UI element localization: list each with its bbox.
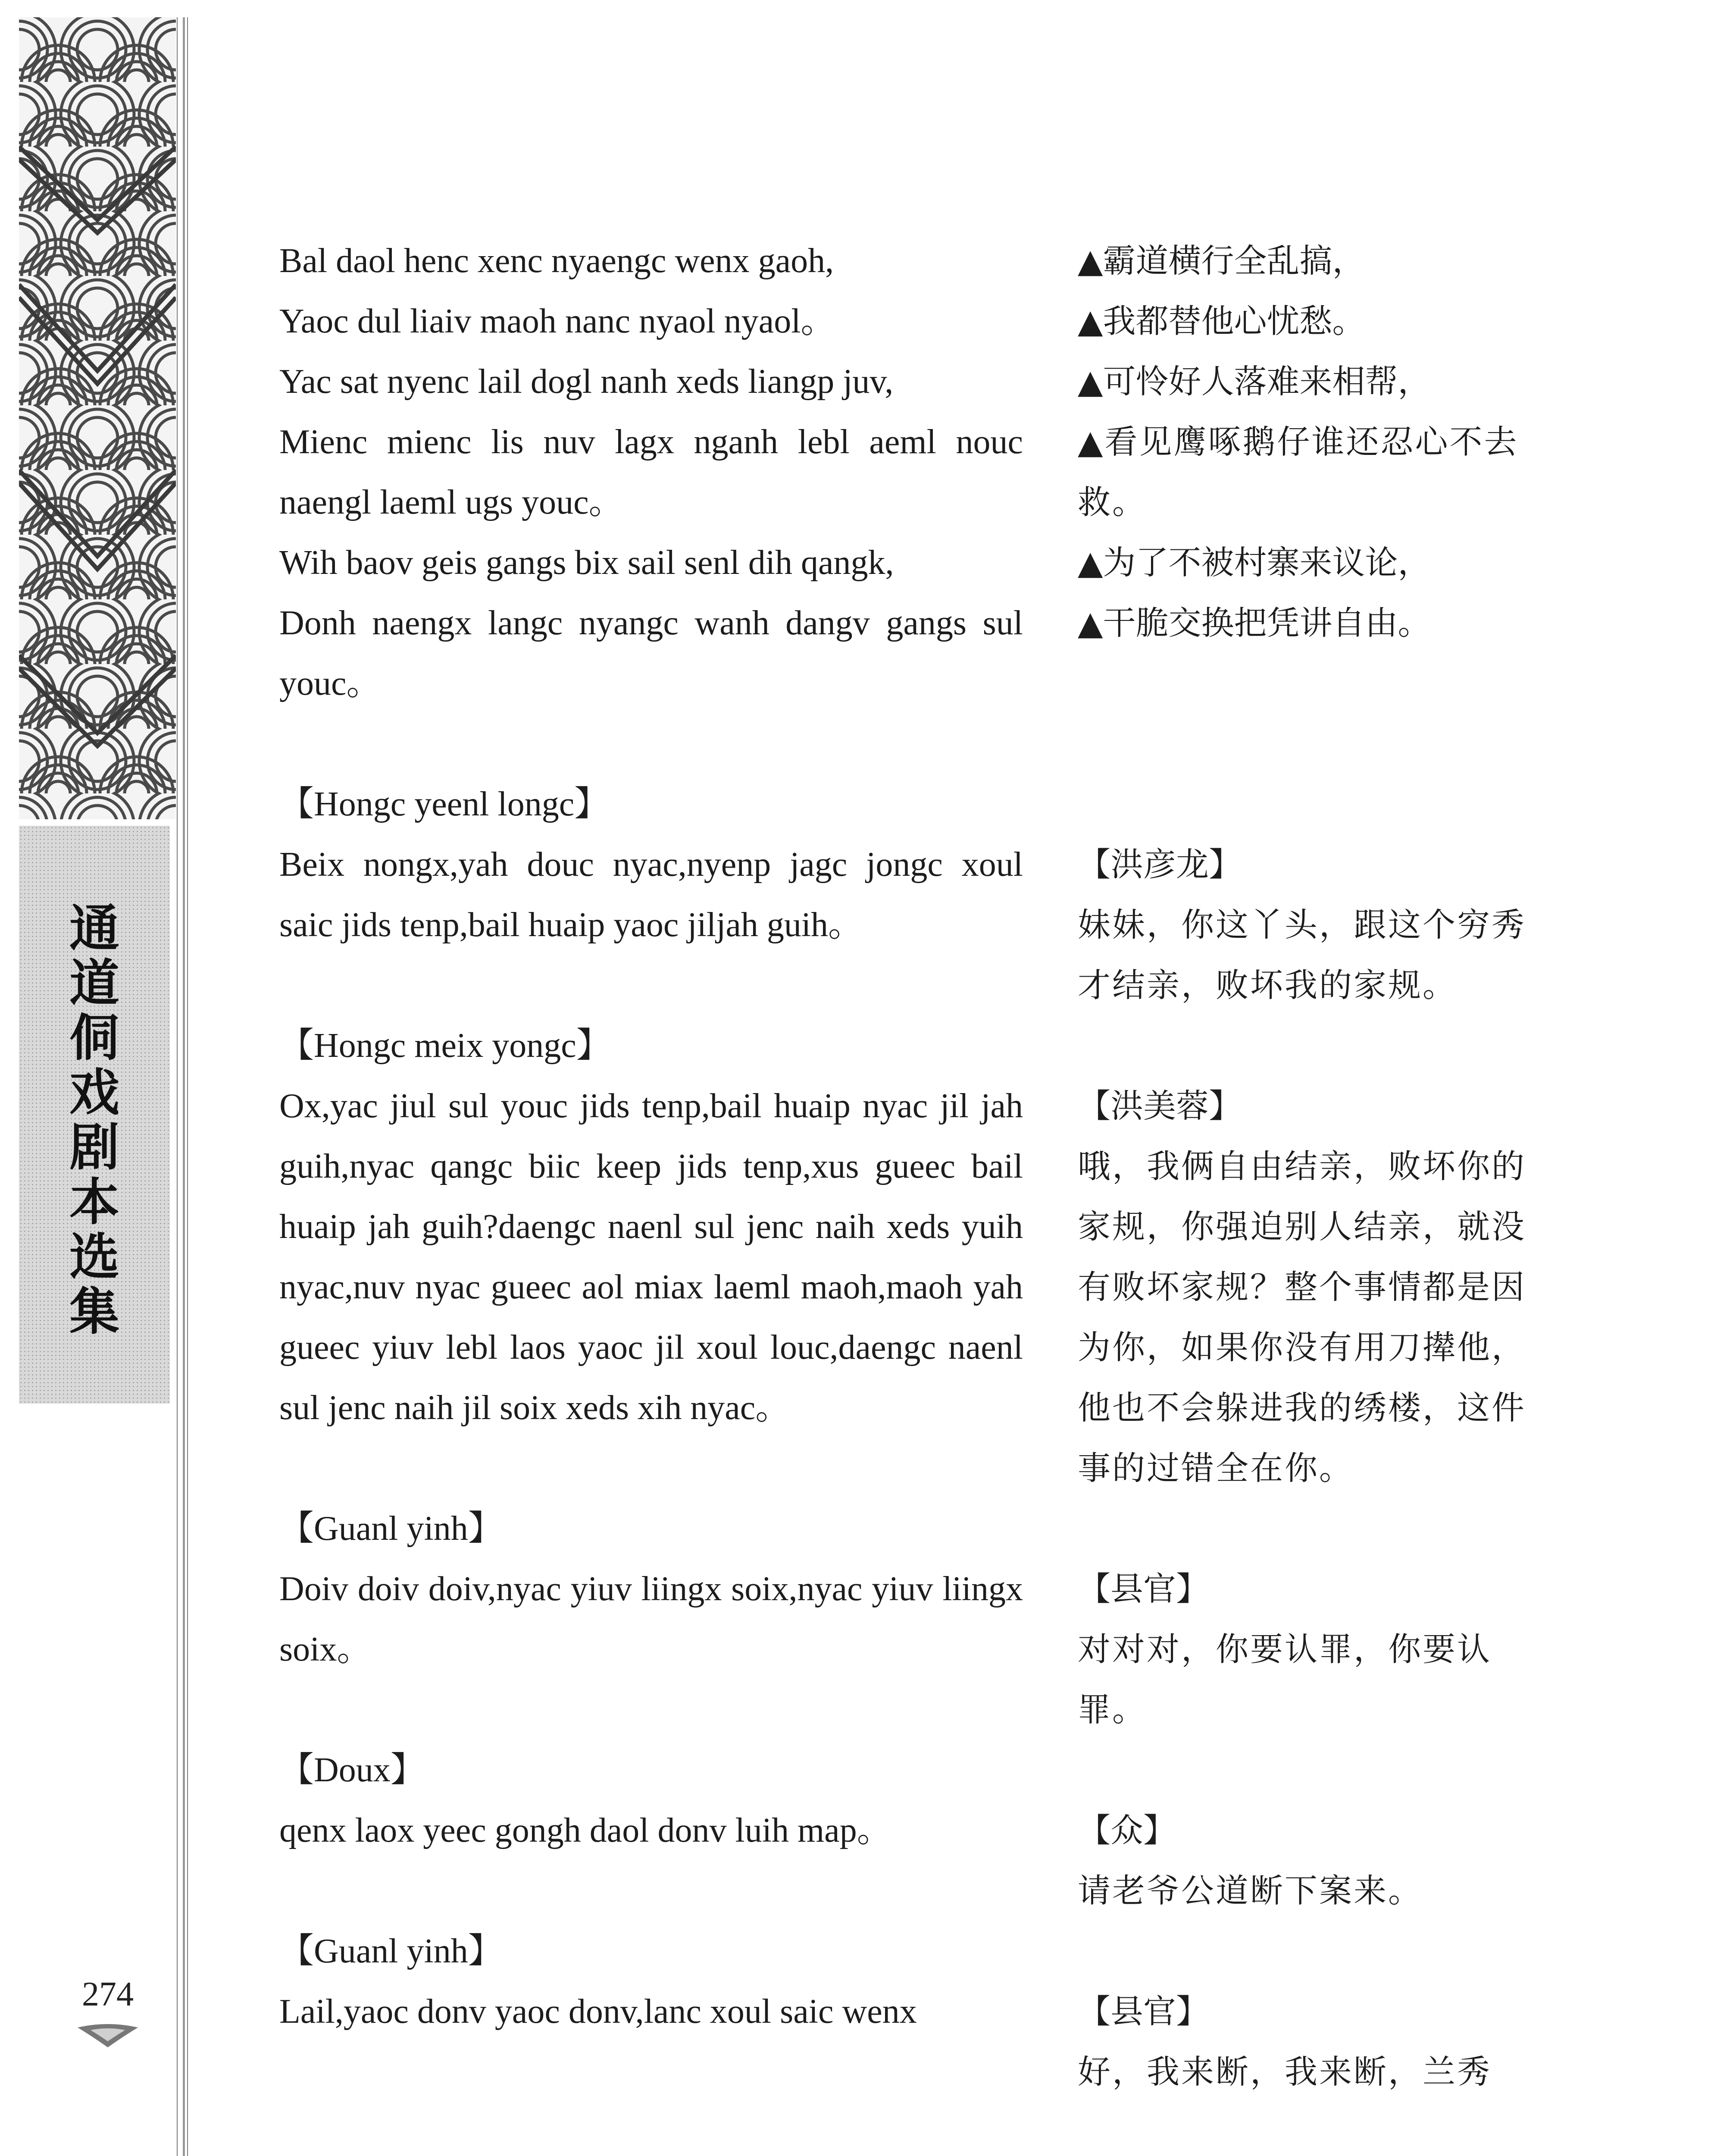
verse-line: ▲霸道横行全乱搞， [1078, 241, 1365, 280]
book-title-char: 通 [69, 899, 119, 958]
dialogue-block-dong [279, 774, 1023, 955]
dialogue-text: 哦，我俩自由结亲，败坏你的家规，你强迫别人结亲，就没有败坏家规？整个事情都是因为你，如果你没有用刀撵他，他也不会躲进我的绣楼，这件事的过错全在你。 [1078, 1147, 1526, 1487]
verse-line: Wih baov geis gangs bix sail senl dih qangk, [279, 544, 894, 582]
verse-line: ▲看见鹰啄鹅仔谁还忍心不去救。 [1078, 423, 1519, 521]
book-title [19, 901, 170, 1339]
dialogue-block-chinese [1078, 1800, 1535, 1921]
dialogue-text: qenx laox yeec gongh daol donv luih map。 [279, 1811, 891, 1849]
dialogue-block-dong [279, 1498, 1023, 1680]
dialogue-block-dong [279, 1015, 1023, 1438]
book-title-char: 本 [69, 1173, 119, 1232]
dialogue-text: 请老爷公道断下案来。 [1078, 1871, 1423, 1910]
verse-block-chinese [1078, 231, 1535, 653]
dialogue-text: Beix nongx,yah douc nyac,nyenp jagc jongc xoul saic jids tenp,bail huaip yaoc jiljah guih。 [279, 846, 1023, 944]
speaker-name: 【Guanl yinh】 [279, 1932, 503, 1970]
dialogue-block-chinese [1078, 1981, 1535, 2102]
book-title-char: 选 [69, 1228, 119, 1286]
speaker-name: 【洪美蓉】 [1078, 1087, 1242, 1125]
speaker-name: 【Doux】 [279, 1751, 425, 1789]
margin-rule [183, 17, 185, 2156]
verse-line: ▲为了不被村寨来议论， [1078, 543, 1431, 582]
verse-line: Mienc mienc lis nuv lagx nganh lebl aeml nouc naengl laeml ugs youc。 [279, 423, 1023, 521]
chinese-text-column [1078, 231, 1535, 2156]
speaker-name: 【Guanl yinh】 [279, 1510, 503, 1548]
dialogue-block-chinese [1078, 834, 1535, 1015]
page-number: 274 [82, 1975, 134, 2013]
dialogue-block-chinese [1078, 1559, 1535, 1740]
verse-line: ▲干脆交换把凭讲自由。 [1078, 604, 1431, 642]
book-title-char: 剧 [69, 1119, 119, 1177]
verse-line: Yaoc dul liaiv maoh nanc nyaol nyaol。 [279, 302, 835, 340]
dialogue-text: 好，我来断，我来断，兰秀 [1078, 2053, 1492, 2091]
verse-line: ▲可怜好人落难来相帮， [1078, 362, 1431, 401]
speaker-name: 【Hongc meix yongc】 [279, 1027, 611, 1065]
verse-line: Donh naengx langc nyangc wanh dangv gangs sul youc。 [279, 604, 1023, 702]
verse-line: Yac sat nyenc lail dogl nanh xeds liangp juv, [279, 363, 894, 401]
page-number-ornament-icon [73, 2022, 142, 2048]
decorative-cloud-border [19, 17, 176, 819]
speaker-name: 【Hongc yeenl longc】 [279, 785, 609, 823]
book-title-char: 集 [69, 1283, 119, 1341]
book-title-char: 侗 [69, 1009, 119, 1067]
verse-block-dong [279, 231, 1023, 714]
dialogue-block-dong [279, 1921, 1023, 2042]
speaker-name: 【县官】 [1078, 1570, 1209, 1608]
speaker-name: 【众】 [1078, 1811, 1176, 1849]
dialogue-block-dong [279, 1740, 1023, 1861]
margin-rule [187, 17, 188, 2156]
book-title-char: 道 [69, 954, 119, 1012]
dialogue-text: Doiv doiv doiv,nyac yiuv liingx soix,nyac yiuv liingx soix。 [279, 1570, 1023, 1668]
dialogue-text: 对对对，你要认罪，你要认罪。 [1078, 1630, 1492, 1729]
book-title-char: 戏 [69, 1064, 119, 1122]
verse-line: Bal daol henc xenc nyaengc wenx gaoh, [279, 242, 834, 280]
dialogue-text: Lail,yaoc donv yaoc donv,lanc xoul saic wenx [279, 1993, 917, 2031]
verse-line: ▲我都替他心忧愁。 [1078, 302, 1365, 340]
margin-rule [177, 17, 178, 2156]
speaker-name: 【洪彦龙】 [1078, 845, 1242, 884]
dialogue-block-chinese [1078, 1076, 1535, 1498]
dong-text-column [279, 231, 1023, 2102]
dialogue-text: 妹妹，你这丫头，跟这个穷秀才结亲，败坏我的家规。 [1078, 906, 1526, 1004]
speaker-name: 【县官】 [1078, 1992, 1209, 2031]
dialogue-text: Ox,yac jiul sul youc jids tenp,bail huaip nyac jil jah guih,nyac qangc biic keep jids tenp,xus gueec bail huaip jah guih?daengc naenl sul jenc naih xeds yuih nyac,nuv nyac gueec aol miax laeml maoh,maoh yah gueec yiuv lebl laos yaoc jil xoul louc,daengc naenl sul jenc naih jil soix xeds xih nyac。 [279, 1087, 1023, 1427]
